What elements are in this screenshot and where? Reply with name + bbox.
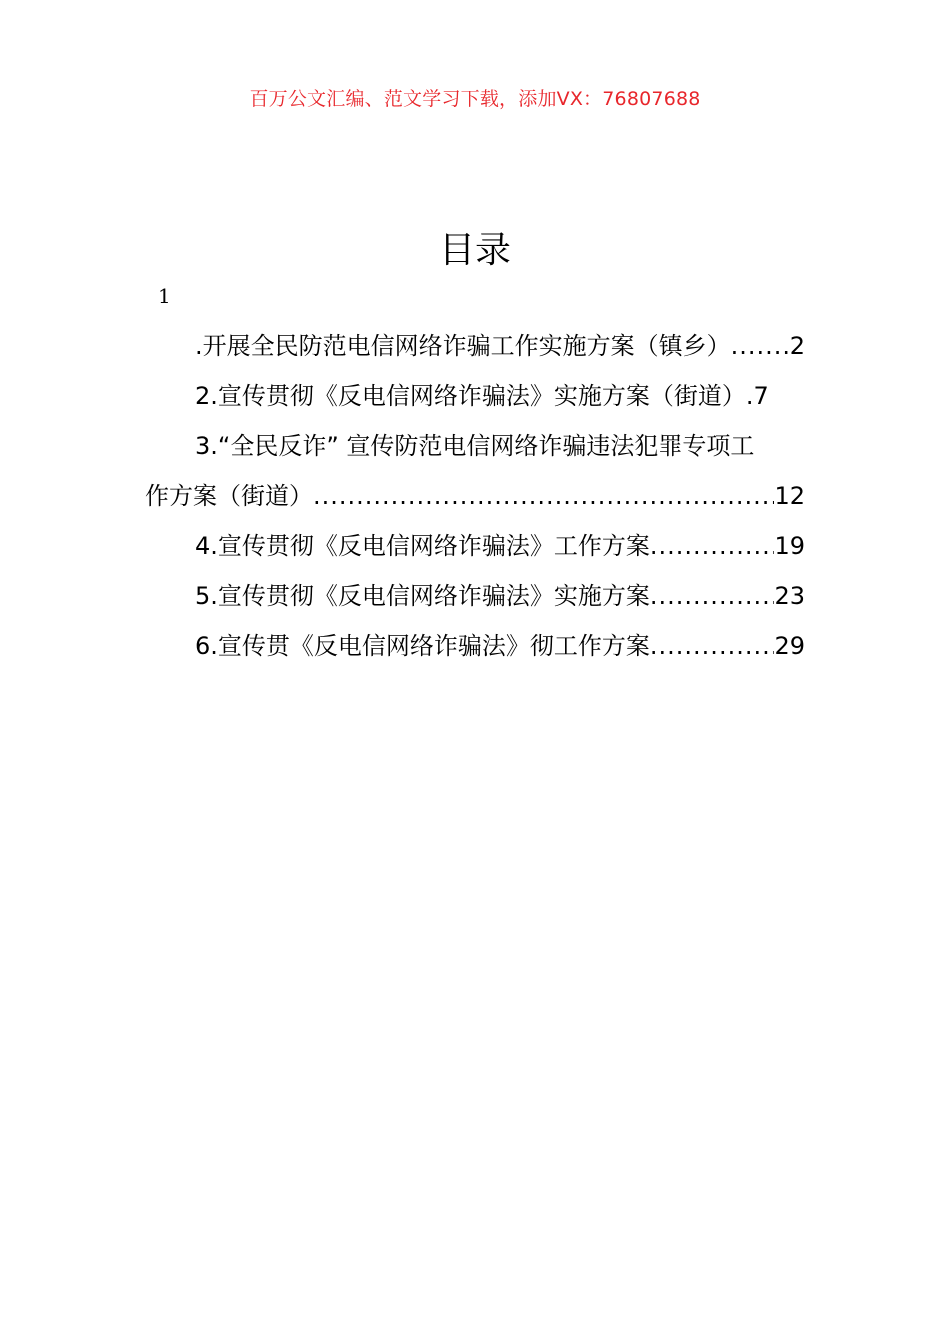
watermark-header: 百万公文汇编、范文学习下载，添加VX：76807688 bbox=[249, 88, 701, 110]
toc-entry-3-line2[interactable] bbox=[145, 476, 805, 526]
toc-leader-dots bbox=[650, 526, 775, 566]
toc-leader-dots bbox=[650, 576, 775, 616]
toc-entry-1[interactable] bbox=[145, 326, 805, 376]
toc-leader-dots bbox=[650, 626, 775, 666]
toc-entry-2[interactable] bbox=[145, 376, 805, 426]
toc-entry-page: 19 bbox=[774, 532, 805, 560]
toc-entry-6[interactable] bbox=[145, 626, 805, 676]
toc-entry-page: 29 bbox=[774, 632, 805, 660]
toc-entry-3-line1[interactable] bbox=[145, 426, 805, 476]
toc-entry-page: .7 bbox=[745, 382, 769, 410]
toc-entry-title: .开展全民防范电信网络诈骗工作实施方案（镇乡） bbox=[195, 332, 731, 360]
toc-entry-title: 4.宣传贯彻《反电信网络诈骗法》工作方案 bbox=[195, 532, 650, 560]
toc-entry-4[interactable] bbox=[145, 526, 805, 576]
toc-leader-dots bbox=[313, 476, 774, 516]
table-of-contents bbox=[145, 326, 805, 676]
toc-entry-title: 6.宣传贯《反电信网络诈骗法》彻工作方案 bbox=[195, 632, 650, 660]
toc-entry-page: 2 bbox=[789, 332, 805, 360]
toc-entry-5[interactable] bbox=[145, 576, 805, 626]
toc-entry-title: 2.宣传贯彻《反电信网络诈骗法》实施方案（街道） bbox=[195, 382, 746, 410]
toc-entry-title-cont: 作方案（街道） bbox=[145, 482, 313, 510]
toc-entry-page: 23 bbox=[774, 582, 805, 610]
toc-leader-dots bbox=[731, 326, 790, 366]
toc-entry-page: 12 bbox=[774, 482, 805, 510]
page-title: 目录 bbox=[438, 230, 511, 271]
toc-entry-title: 5.宣传贯彻《反电信网络诈骗法》实施方案 bbox=[195, 582, 650, 610]
toc-entry-title: 3.“全民反诈” 宣传防范电信网络诈骗违法犯罪专项工 bbox=[195, 432, 755, 460]
stray-number: 1 bbox=[158, 284, 171, 308]
